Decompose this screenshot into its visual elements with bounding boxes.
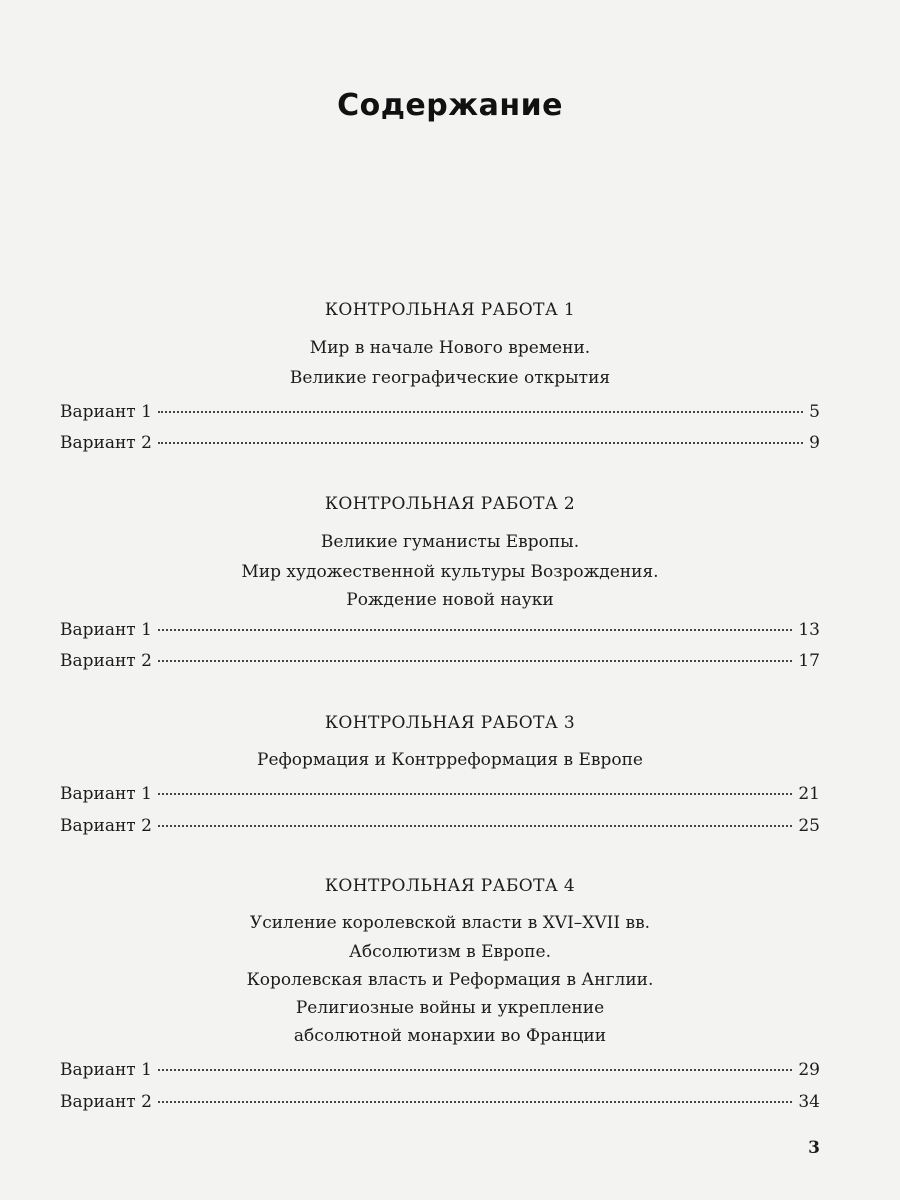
entry-page-number: 34 (798, 1092, 820, 1112)
dot-leader (158, 825, 792, 827)
entry-page-number: 9 (809, 433, 820, 453)
toc-entry (60, 620, 820, 644)
entry-label: Вариант 2 (60, 816, 152, 836)
page-number: 3 (808, 1138, 820, 1158)
page-title: Содержание (337, 88, 563, 123)
dot-leader (158, 1069, 792, 1071)
section-4-subtitle-3: Королевская власть и Реформация в Англии. (246, 970, 654, 990)
entry-label: Вариант 1 (60, 784, 152, 804)
entry-page-number: 25 (798, 816, 820, 836)
entry-page-number: 17 (798, 651, 820, 671)
entry-label: Вариант 1 (60, 1060, 152, 1080)
section-2-subtitle-2: Мир художественной культуры Возрождения. (241, 562, 659, 582)
dot-leader (158, 793, 792, 795)
section-heading-2: КОНТРОЛЬНАЯ РАБОТА 2 (324, 494, 576, 514)
section-1-subtitle-1: Мир в начале Нового времени. (309, 338, 591, 358)
section-3-subtitle-1: Реформация и Контрреформация в Европе (257, 750, 643, 770)
toc-entry (60, 433, 820, 457)
section-4-subtitle-1: Усиление королевской власти в XVI–XVII вв. (249, 913, 651, 933)
toc-entry (60, 651, 820, 675)
dot-leader (158, 1101, 792, 1103)
section-1-subtitle-2: Великие географические открытия (289, 368, 611, 388)
section-4-subtitle-2: Абсолютизм в Европе. (349, 942, 551, 962)
toc-entry (60, 1092, 820, 1116)
entry-page-number: 29 (798, 1060, 820, 1080)
section-2-subtitle-1: Великие гуманисты Европы. (320, 532, 580, 552)
entry-label: Вариант 1 (60, 402, 152, 422)
section-4-subtitle-5: абсолютной монархии во Франции (293, 1026, 607, 1046)
dot-leader (158, 411, 803, 413)
dot-leader (158, 442, 803, 444)
entry-label: Вариант 2 (60, 433, 152, 453)
toc-entry (60, 402, 820, 426)
entry-page-number: 21 (798, 784, 820, 804)
section-heading-4: КОНТРОЛЬНАЯ РАБОТА 4 (324, 876, 576, 896)
section-heading-3: КОНТРОЛЬНАЯ РАБОТА 3 (324, 713, 576, 733)
dot-leader (158, 660, 792, 662)
section-2-subtitle-3: Рождение новой науки (346, 590, 554, 610)
entry-label: Вариант 1 (60, 620, 152, 640)
entry-page-number: 13 (798, 620, 820, 640)
entry-label: Вариант 2 (60, 651, 152, 671)
section-4-subtitle-4: Религиозные войны и укрепление (295, 998, 605, 1018)
section-heading-1: КОНТРОЛЬНАЯ РАБОТА 1 (324, 300, 576, 320)
toc-entry (60, 1060, 820, 1084)
toc-entry (60, 784, 820, 808)
entry-label: Вариант 2 (60, 1092, 152, 1112)
entry-page-number: 5 (809, 402, 820, 422)
toc-entry (60, 816, 820, 840)
dot-leader (158, 629, 792, 631)
